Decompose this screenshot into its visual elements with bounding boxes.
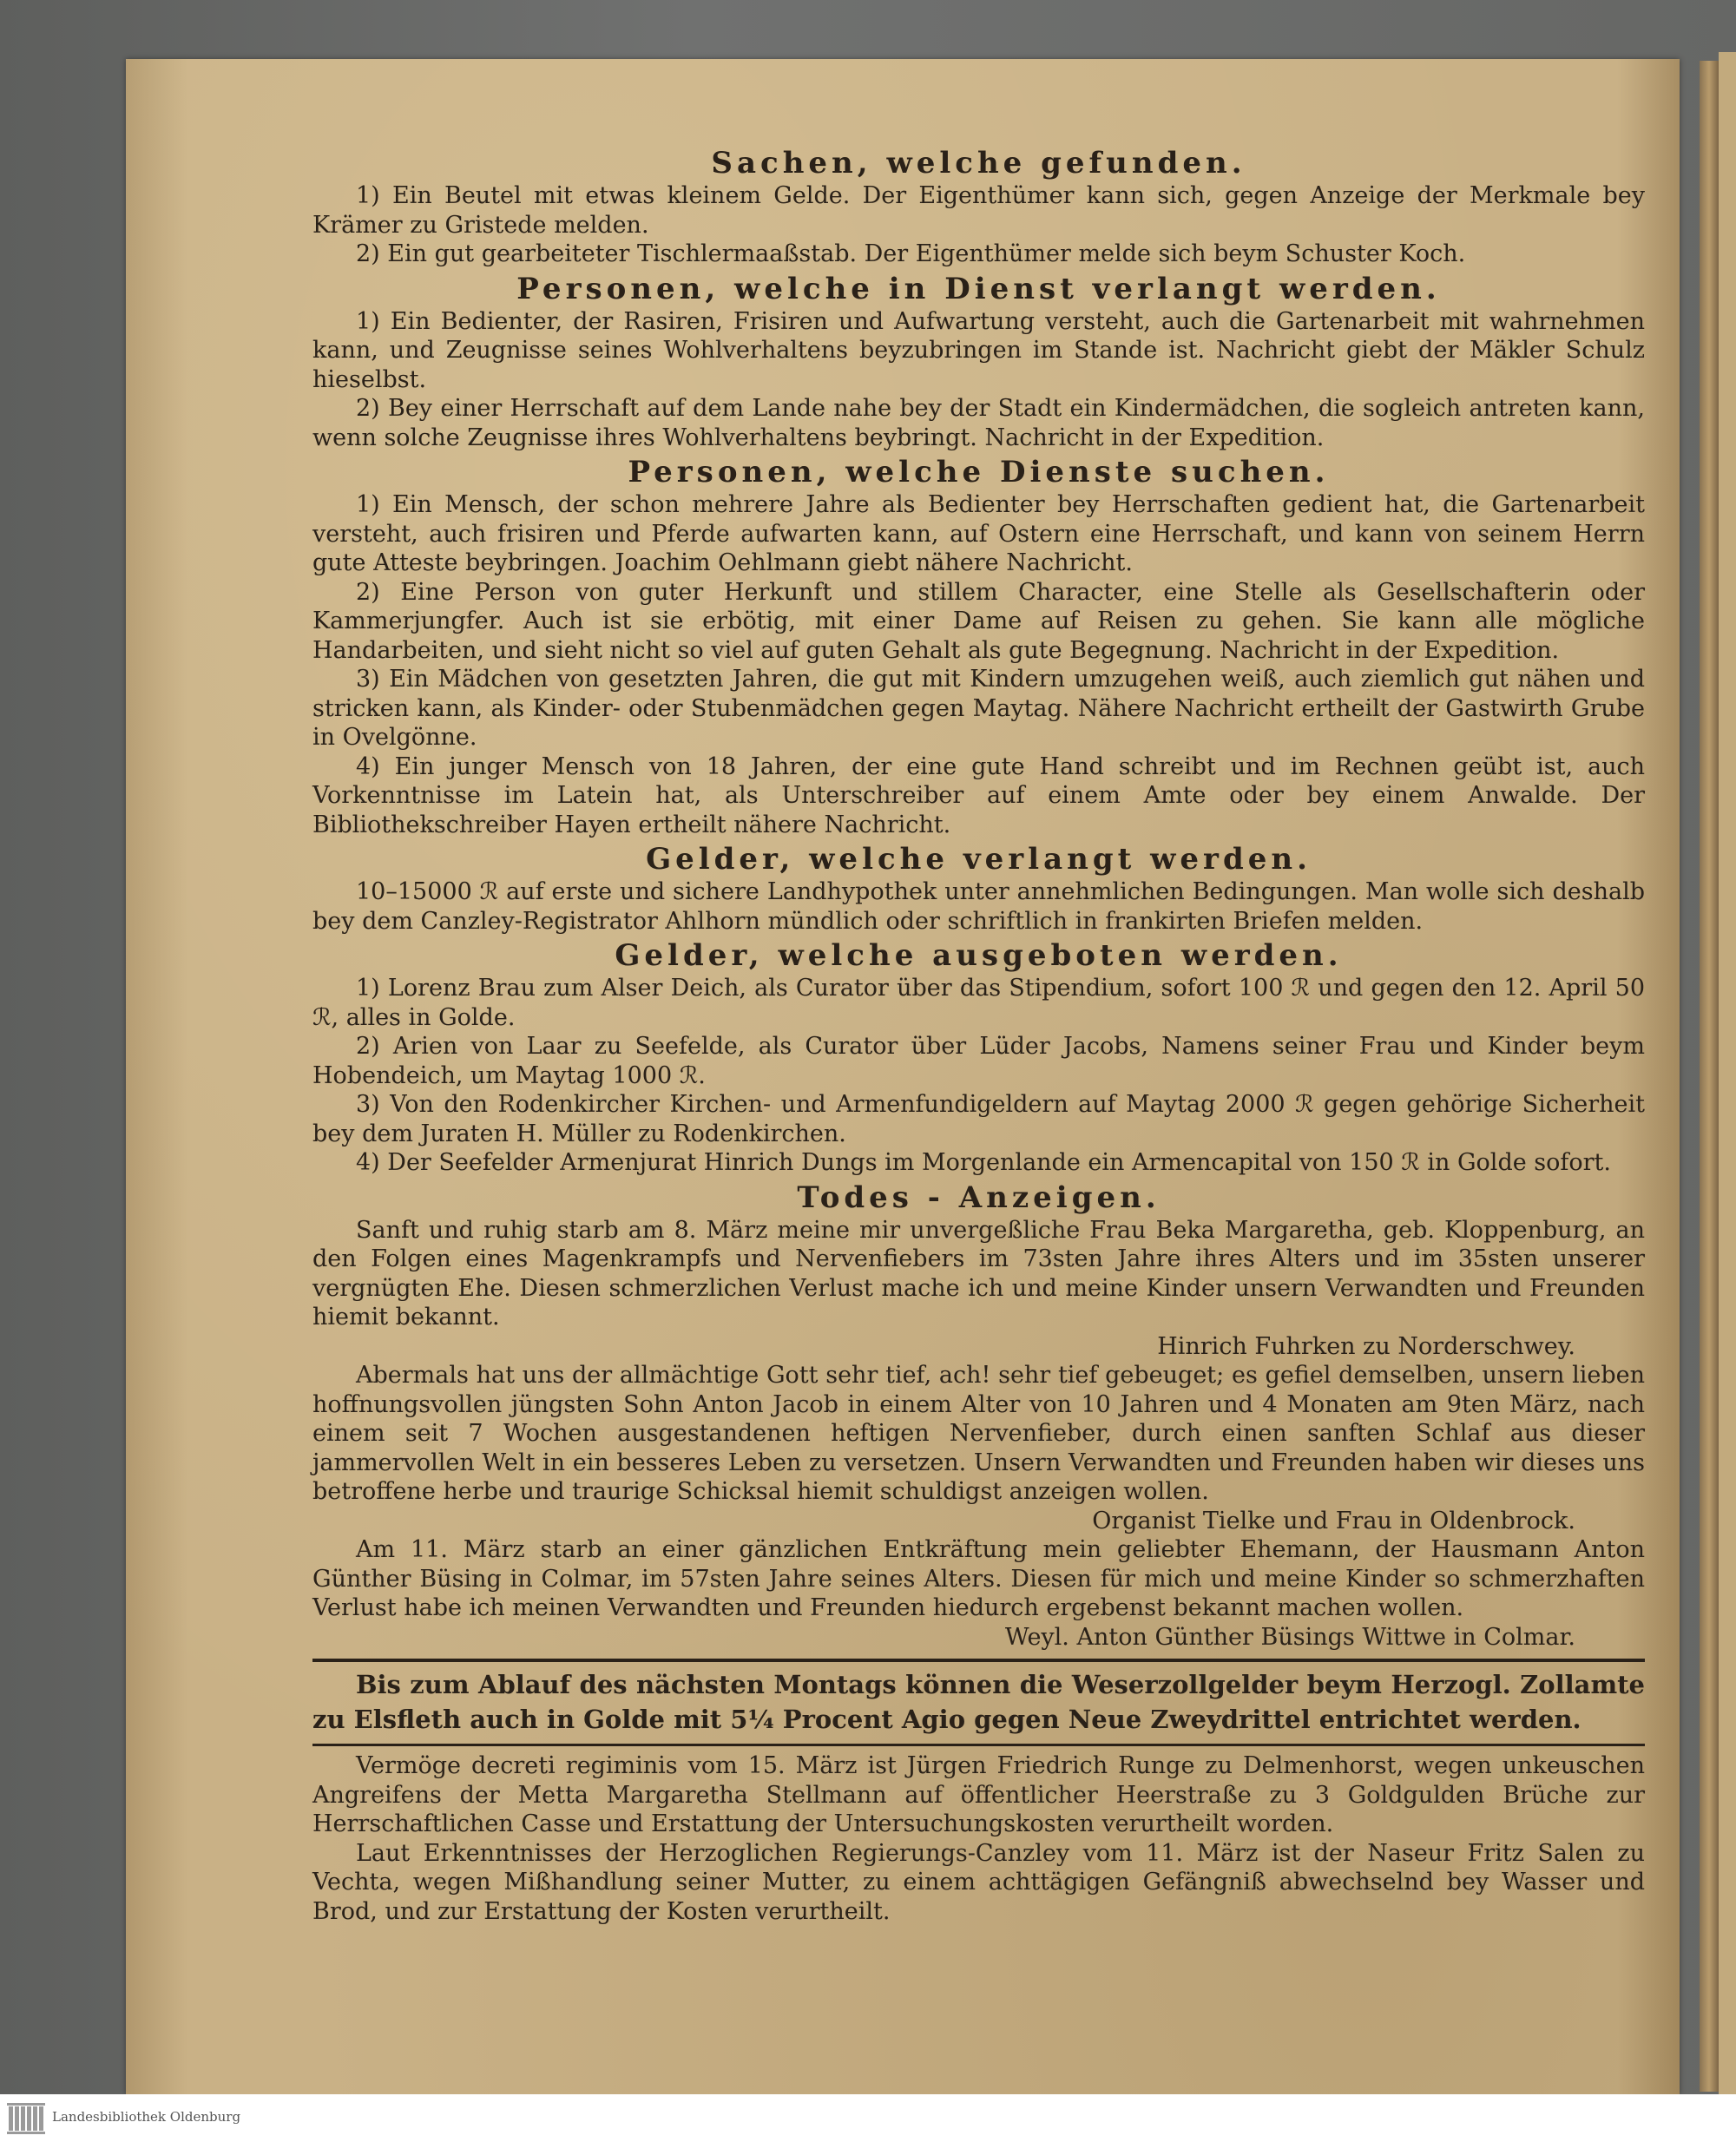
divider-rule [312,1744,1645,1746]
section-heading-found-items: Sachen, welche gefunden. [711,146,1246,181]
paragraph: 1) Ein Beutel mit etwas kleinem Gelde. Der Eigenthümer kann sich, gegen Anzeige der Merkmale bey Krämer zu Gristede melden. [312,182,1645,239]
page-text [312,143,1645,1925]
paragraph: Am 11. März starb an einer gänzlichen Entkräftung mein geliebter Ehemann, der Hausmann Anton Günther Büsing in Colmar, im 57sten Jahre seines Alters. Diesen für mich und meine Kinder so schmerzhaften Verlust habe ich meinen Verwandten und Freunden hiedurch ergebenst bekannt machen wollen. [312,1536,1645,1621]
toll-notice: Bis zum Ablauf des nächsten Montags können die Weserzollgelder beym Herzogl. Zollamte zu Elsfleth auch in Golde mit 5¼ Procent Agio gegen Neue Zweydrittel entrichtet werden. [312,1670,1645,1734]
paragraph: 2) Bey einer Herrschaft auf dem Lande nahe bey der Stadt ein Kindermädchen, die sogleich antreten kann, wenn solche Zeugnisse ihres Wohlverhaltens beybringt. Nachricht in der Expedition. [312,395,1645,451]
paragraph: 3) Ein Mädchen von gesetzten Jahren, die gut mit Kindern umzugehen weiß, auch ziemlich gut nähen und stricken kann, als Kinder- oder Stubenmädchen gegen Maytag. Nähere Nachricht ertheilt der Gastwirth Grube in Ovelgönne. [312,666,1645,751]
paragraph: Laut Erkenntnisses der Herzoglichen Regierungs-Canzley vom 11. März ist der Naseur Fritz Salen zu Vechta, wegen Mißhandlung seiner Mutter, zu einem achttägigen Gefängniß abwechselnd bey Wasser und Brod, und zur Erstattung der Kosten verurtheilt. [312,1839,1645,1925]
paragraph: 2) Arien von Laar zu Seefelde, als Curator über Lüder Jacobs, Namens seiner Frau und Kinder beym Hobendeich, um Maytag 1000 ℛ. [312,1033,1645,1089]
library-footer [0,2094,1736,2142]
section-heading-death-notices: Todes - Anzeigen. [797,1179,1161,1215]
paragraph: Sanft und ruhig starb am 8. März meine mir unvergeßliche Frau Beka Margaretha, geb. Kloppenburg, an den Folgen eines Magenkrampfs und Nervenfiebers im 73sten Jahre ihres Alters und im 35sten unserer vergnügten Ehe. Diesen schmerzlichen Verlust mache ich und meine Kinder unsern Verwandten und Freunden hiemit bekannt. [312,1216,1645,1331]
paragraph: 1) Lorenz Brau zum Alser Deich, als Curator über das Stipendium, sofort 100 ℛ und gegen den 12. April 50 ℛ, alles in Golde. [312,975,1645,1031]
library-name: Landesbibliothek Oldenburg [52,2109,241,2125]
signature: Organist Tielke und Frau in Oldenbrock. [1092,1507,1575,1534]
paragraph: 1) Ein Mensch, der schon mehrere Jahre als Bedienter bey Herrschaften gedient hat, die Gartenarbeit versteht, auch frisiren und Pferde aufwarten kann, auf Ostern eine Herrschaft, und kann von seinem Herrn gute Atteste beybringen. Joachim Oehlmann giebt nähere Nachricht. [312,491,1645,576]
paragraph: 4) Der Seefelder Armenjurat Hinrich Dungs im Morgenlande ein Armencapital von 150 ℛ in Golde sofort. [356,1149,1611,1176]
section-heading-money-wanted: Gelder, welche verlangt werden. [646,842,1312,877]
section-heading-money-offered: Gelder, welche ausgeboten werden. [615,938,1343,973]
paragraph: 2) Ein gut gearbeiteter Tischlermaaßstab. Der Eigenthümer melde sich beym Schuster Koch. [356,240,1466,267]
library-logo-icon [7,2101,45,2136]
paragraph: 3) Von den Rodenkircher Kirchen- und Armenfundigeldern auf Maytag 2000 ℛ gegen gehörige Sicherheit bey dem Juraten H. Müller zu Rodenkirchen. [312,1091,1645,1147]
section-heading-wanted-servants: Personen, welche in Dienst verlangt werden. [516,271,1441,306]
paragraph: 10–15000 ℛ auf erste und sichere Landhypothek unter annehmlichen Bedingungen. Man wolle sich deshalb bey dem Canzley-Registrator Ahlhorn mündlich oder schriftlich in frankirten Briefen melden. [312,878,1645,935]
paragraph: 2) Eine Person von guter Herkunft und stillem Character, eine Stelle als Gesellschafterin oder Kammerjungfer. Auch ist sie erbötig, mit einer Dame auf Reisen zu gehen. Sie kann alle mögliche Handarbeiten, und sieht nicht so viel auf guten Gehalt als gute Begegnung. Nachricht in der Expedition. [312,578,1645,664]
book-gutter [1700,61,1719,2092]
paragraph: 1) Ein Bedienter, der Rasiren, Frisiren und Aufwartung versteht, auch die Gartenarbeit mit wahrnehmen kann, und Zeugnisse seines Wohlverhaltens beyzubringen im Stande ist. Nachricht giebt der Mäkler Schulz hieselbst. [312,307,1645,393]
signature: Weyl. Anton Günther Büsings Wittwe in Colmar. [1004,1623,1575,1651]
divider-rule [312,1659,1645,1662]
paragraph: Abermals hat uns der allmächtige Gott sehr tief, ach! sehr tief gebeuget; es gefiel demselben, unsern lieben hoffnungsvollen jüngsten Sohn Anton Jacob in einem Alter von 10 Jahren und 4 Monaten am 9ten März, nach einem seit 7 Wochen ausgestandenen heftigen Nervenfieber, durch einen sanften Schlaf aus dieser jammervollen Welt in ein besseres Leben zu versetzen. Unsern Verwandten und Freunden haben wir dieses uns betroffene herbe und traurige Schicksal hiemit schuldigst anzeigen wollen. [312,1362,1645,1505]
paragraph: 4) Ein junger Mensch von 18 Jahren, der eine gute Hand schreibt und im Rechnen geübt ist, auch Vorkenntnisse im Latein hat, als Unterschreiber auf einem Amte oder bey einem Anwalde. Der Bibliothekschreiber Hayen ertheilt nähere Nachricht. [312,752,1645,838]
signature: Hinrich Fuhrken zu Norderschwey. [1157,1332,1575,1360]
section-heading-seeking-service: Personen, welche Dienste suchen. [628,455,1330,490]
paragraph: Vermöge decreti regiminis vom 15. März ist Jürgen Friedrich Runge zu Delmenhorst, wegen unkeuschen Angreifens der Metta Margaretha Stellmann auf öffentlicher Heerstraße zu 3 Goldgulden Brüche zur Herrschaftlichen Casse und Erstattung der Untersuchungskosten verurtheilt worden. [312,1752,1645,1837]
adjacent-page-edge [1719,52,1736,2100]
